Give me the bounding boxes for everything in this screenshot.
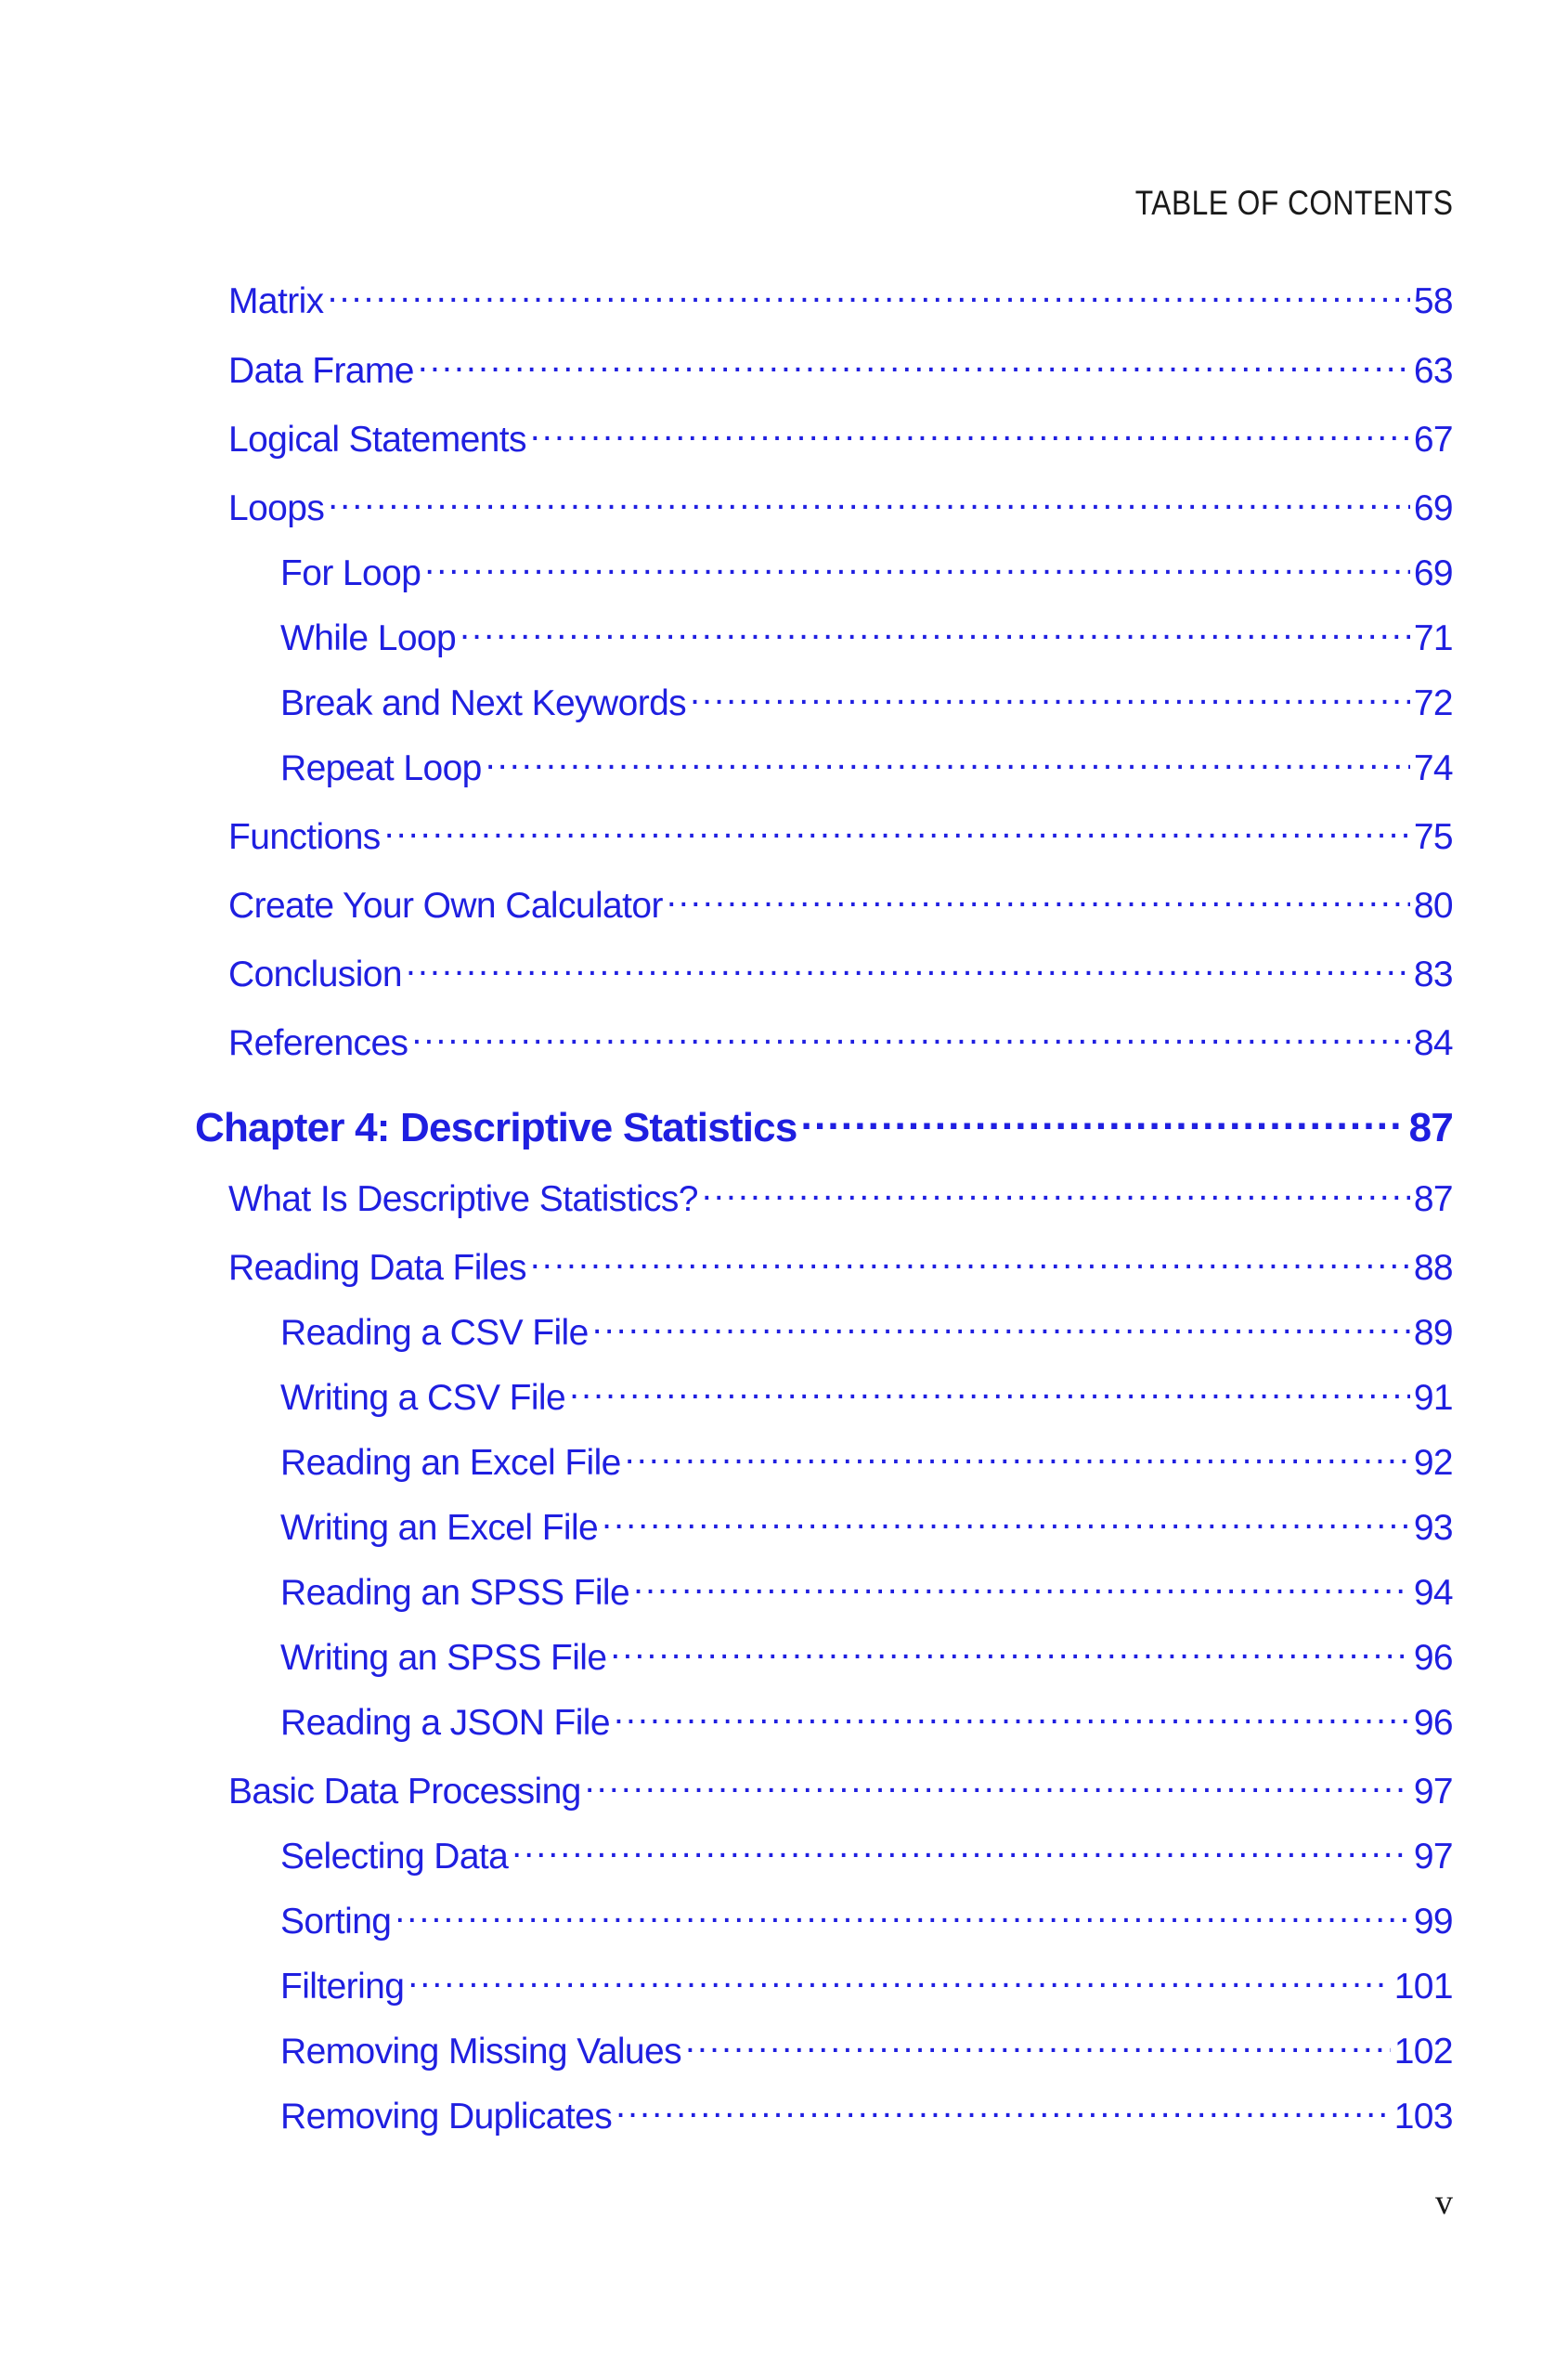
toc-entry-page: 91 [1413, 1378, 1453, 1418]
toc-entry-title: Removing Missing Values [280, 2032, 681, 2072]
dot-leader [585, 1767, 1410, 1803]
toc-entry[interactable] [228, 950, 1453, 995]
toc-entry-page: 93 [1413, 1508, 1453, 1548]
toc-entry-title: Create Your Own Calculator [228, 886, 663, 926]
toc-entry[interactable] [280, 1568, 1453, 1614]
toc-entry-page: 67 [1413, 420, 1453, 460]
toc-entry-page: 58 [1413, 281, 1453, 321]
toc-entry[interactable] [228, 1243, 1453, 1289]
toc-entry[interactable] [280, 1438, 1453, 1484]
toc-entry-title: Reading a CSV File [280, 1313, 589, 1353]
dot-leader [801, 1100, 1406, 1141]
toc-entry-title: Data Frame [228, 351, 414, 391]
toc-entry-page: 94 [1413, 1573, 1453, 1613]
toc-entry[interactable] [228, 415, 1453, 461]
toc-entry[interactable] [280, 1633, 1453, 1679]
toc-chapter-title: Chapter 4: Descriptive Statistics [195, 1105, 797, 1150]
dot-leader [592, 1308, 1410, 1344]
toc-entry-title: Writing an Excel File [280, 1508, 599, 1548]
dot-leader [667, 881, 1410, 917]
toc-entry[interactable] [280, 744, 1453, 789]
toc-entry-title: While Loop [280, 618, 457, 658]
toc-entry[interactable] [280, 1308, 1453, 1354]
toc-entry[interactable] [280, 614, 1453, 659]
dot-leader [418, 346, 1410, 383]
toc-entry[interactable] [228, 484, 1453, 529]
toc-entry-title: References [228, 1023, 408, 1063]
toc-entry-page: 97 [1413, 1837, 1453, 1877]
dot-leader [690, 679, 1410, 715]
toc-entry-title: Reading a JSON File [280, 1703, 610, 1743]
toc-entry-title: What Is Descriptive Statistics? [228, 1179, 698, 1219]
toc-entry[interactable] [280, 1503, 1453, 1549]
toc-entry[interactable] [228, 812, 1453, 858]
dot-leader [328, 277, 1410, 313]
dot-leader [602, 1503, 1410, 1539]
dot-leader [406, 950, 1410, 986]
toc-entry-page: 80 [1413, 886, 1453, 926]
toc-entry-title: Conclusion [228, 955, 402, 994]
dot-leader [702, 1175, 1410, 1211]
toc-entry-page: 99 [1413, 1902, 1453, 1942]
toc-entry-page: 101 [1393, 1967, 1453, 2007]
toc-entry[interactable] [280, 1832, 1453, 1877]
toc-entry[interactable] [280, 549, 1453, 594]
toc-entry-title: Selecting Data [280, 1837, 509, 1877]
toc-entry-page: 102 [1393, 2032, 1453, 2072]
toc-entry-page: 84 [1413, 1023, 1453, 1063]
toc-entry-page: 89 [1413, 1313, 1453, 1353]
toc-entry-title: For Loop [280, 553, 421, 593]
toc-entry-title: Functions [228, 817, 381, 857]
dot-leader [395, 1897, 1409, 1933]
toc-chapter-entry[interactable] [195, 1100, 1453, 1151]
toc-chapter-page: 87 [1408, 1105, 1453, 1150]
dot-leader [328, 484, 1410, 520]
dot-leader [569, 1373, 1410, 1409]
toc-entry[interactable] [280, 679, 1453, 724]
dot-leader [486, 744, 1410, 780]
toc-entry-title: Filtering [280, 1967, 405, 2007]
toc-entry-title: Reading Data Files [228, 1248, 526, 1288]
toc-entry-page: 63 [1413, 351, 1453, 391]
dot-leader [625, 1438, 1410, 1474]
dot-leader [610, 1633, 1409, 1669]
toc-entry-page: 96 [1413, 1703, 1453, 1743]
toc-entry-title: Break and Next Keywords [280, 683, 687, 723]
dot-leader [530, 1243, 1410, 1279]
toc-entry-title: Repeat Loop [280, 748, 482, 788]
toc-entry[interactable] [228, 1767, 1453, 1812]
toc-entry-page: 92 [1413, 1443, 1453, 1483]
toc-entry-page: 69 [1413, 488, 1453, 528]
running-head: TABLE OF CONTENTS [1134, 184, 1453, 222]
toc-entry-title: Sorting [280, 1902, 392, 1942]
toc-entry[interactable] [228, 881, 1453, 927]
toc-entry-title: Reading an Excel File [280, 1443, 621, 1483]
toc-entry-page: 83 [1413, 955, 1453, 994]
toc-entry-page: 97 [1413, 1772, 1453, 1812]
toc-entry[interactable] [280, 2092, 1453, 2137]
dot-leader [408, 1962, 1390, 1998]
toc-entry-page: 74 [1413, 748, 1453, 788]
toc-entry[interactable] [228, 277, 1453, 322]
toc-entry[interactable] [280, 1373, 1453, 1419]
toc-entry-title: Writing an SPSS File [280, 1638, 607, 1678]
toc-entry[interactable] [280, 1698, 1453, 1744]
toc-entry-title: Logical Statements [228, 420, 526, 460]
dot-leader [424, 549, 1410, 585]
toc-entry-page: 103 [1393, 2097, 1453, 2137]
toc-entry-page: 72 [1413, 683, 1453, 723]
toc-entry-title: Writing a CSV File [280, 1378, 566, 1418]
dot-leader [384, 812, 1410, 849]
toc-entry-title: Loops [228, 488, 325, 528]
dot-leader [512, 1832, 1410, 1868]
dot-leader [633, 1568, 1410, 1604]
toc-entry-page: 88 [1413, 1248, 1453, 1288]
toc-entry-page: 69 [1413, 553, 1453, 593]
toc-entry-page: 96 [1413, 1638, 1453, 1678]
toc-entry-page: 75 [1413, 817, 1453, 857]
toc-entry-title: Basic Data Processing [228, 1772, 581, 1812]
dot-leader [530, 415, 1410, 451]
dot-leader [685, 2027, 1391, 2063]
toc-entry-page: 87 [1413, 1179, 1453, 1219]
dot-leader [460, 614, 1410, 650]
toc-entry[interactable] [228, 346, 1453, 392]
dot-leader [411, 1019, 1409, 1055]
toc-entry[interactable] [280, 2027, 1453, 2072]
toc-entry[interactable] [228, 1019, 1453, 1064]
toc-entry-page: 71 [1413, 618, 1453, 658]
toc-entry[interactable] [228, 1175, 1453, 1220]
dot-leader [616, 2092, 1391, 2128]
toc-entry[interactable] [280, 1897, 1453, 1942]
toc-entry-title: Matrix [228, 281, 324, 321]
toc-entry-title: Removing Duplicates [280, 2097, 613, 2137]
dot-leader [614, 1698, 1410, 1734]
toc-entry-title: Reading an SPSS File [280, 1573, 630, 1613]
page-number: v [1435, 2183, 1453, 2222]
toc-entry[interactable] [280, 1962, 1453, 2007]
